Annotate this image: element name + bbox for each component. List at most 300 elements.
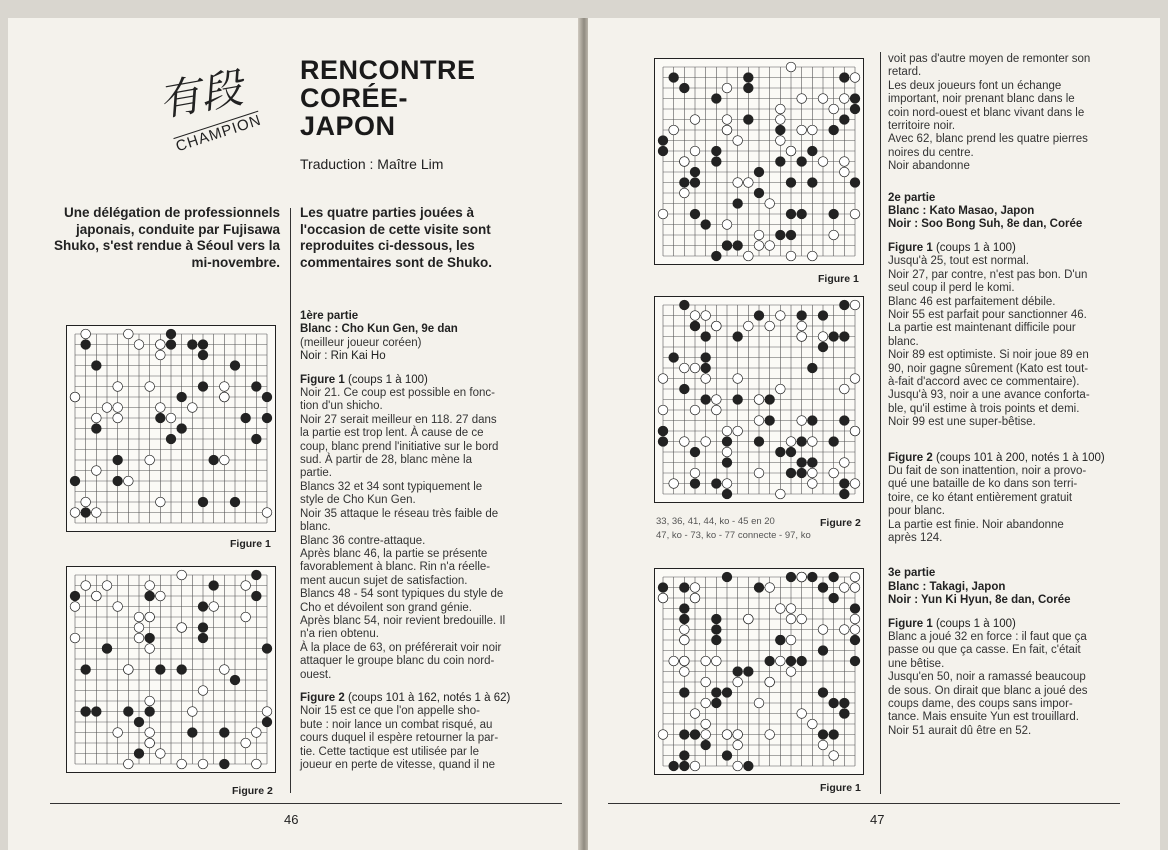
white-stone [690,115,700,125]
black-stone [765,656,775,666]
text-line: Noir 21. Ce coup est possible en fonc- [300,387,495,400]
black-stone [690,209,700,219]
figure-heading [300,374,528,387]
white-stone [92,508,102,518]
footer-rule [608,803,1120,804]
black-stone [850,656,860,666]
figure-caption: Figure 1 [818,273,859,285]
white-stone [850,426,860,436]
text-line: À la place de 63, on préférerait voir noir [300,641,502,654]
black-stone [808,416,818,426]
black-stone [712,614,722,624]
black-stone [262,644,272,654]
black-stone [829,437,839,447]
black-stone [166,340,176,350]
text-line: ouest. [300,668,332,681]
black-stone [712,251,722,261]
white-stone [156,403,166,413]
white-stone [690,405,700,415]
white-stone [754,468,764,478]
text-line: noires du centre. [888,146,974,159]
white-stone [722,426,732,436]
white-stone [241,581,251,591]
black-stone [722,688,732,698]
white-stone [744,614,754,624]
black-stone [198,623,208,633]
white-stone [797,332,807,342]
black-stone [220,728,230,738]
black-stone [690,178,700,188]
black-stone [262,717,272,727]
white-stone [776,136,786,146]
text-line: Noir 51 aurait dû être en 52. [888,724,1032,737]
black-stone [658,437,668,447]
white-stone [262,707,272,717]
black-stone [669,761,679,771]
white-stone [92,413,102,423]
black-stone [797,468,807,478]
black-stone [776,635,786,645]
white-stone [722,115,732,125]
white-stone [722,479,732,489]
white-stone [818,625,828,635]
white-stone [701,698,711,708]
black-stone [262,392,272,402]
white-stone [808,437,818,447]
text-line: La partie est finie. Noir abandonne [888,518,1064,531]
white-stone [733,374,743,384]
white-stone [220,665,230,675]
text-line: Blancs 32 et 34 sont typiquement le [300,480,483,493]
black-stone [230,361,240,371]
white-stone [733,426,743,436]
white-stone [145,644,155,654]
black-stone [776,125,786,135]
text-line: retard. [888,66,922,79]
white-stone [765,241,775,251]
text-line: Cho et dévoilent son grand génie. [300,601,472,614]
white-stone [850,374,860,384]
white-player: Blanc : Cho Kun Gen, 9e dan [300,323,458,336]
page-number-right: 47 [870,812,885,827]
black-stone [70,591,80,601]
text-line: partie. [300,467,332,480]
black-stone [81,340,91,350]
text-line: coin nord-ouest et blanc vivant dans le [888,106,1085,119]
black-stone [198,350,208,360]
title-line: JAPON [300,111,396,141]
black-stone [241,413,251,423]
black-stone [658,146,668,156]
black-stone [198,382,208,392]
black-stone [188,340,198,350]
white-stone [658,374,668,384]
text-line: blanc. [888,335,919,348]
white-stone [850,209,860,219]
white-stone [840,458,850,468]
text-line: Jusqu'en 50, noir a ramassé beaucoup [888,671,1086,684]
white-stone [188,403,198,413]
black-stone [712,635,722,645]
white-stone [776,104,786,114]
game-heading: 3e partie [888,567,936,580]
black-stone [690,447,700,457]
figure-caption: Figure 1 [820,782,861,794]
white-stone [840,167,850,177]
black-stone [776,230,786,240]
black-stone [797,157,807,167]
black-player: Noir : Rin Kai Ho [300,350,386,363]
black-stone [712,688,722,698]
black-stone [840,416,850,426]
text-line: Noir 55 est parfait pour sanctionner 46. [888,308,1087,321]
white-stone [680,363,690,373]
white-stone [797,125,807,135]
black-stone [840,332,850,342]
black-stone [669,73,679,83]
black-stone [829,332,839,342]
black-stone [786,447,796,457]
white-stone [701,311,711,321]
black-stone [252,382,262,392]
black-stone [712,146,722,156]
right-article-column [888,53,1120,738]
black-stone [840,479,850,489]
white-stone [690,146,700,156]
white-stone [145,455,155,465]
white-stone [156,350,166,360]
black-stone [166,434,176,444]
white-stone [241,738,251,748]
figure-notes [656,515,811,543]
black-stone [818,646,828,656]
black-stone [252,591,262,601]
figure-heading [888,618,1120,631]
white-stone [124,759,134,769]
black-stone [701,395,711,405]
text-line: Blanc 36 contre-attaque. [300,534,426,547]
white-stone [220,382,230,392]
black-stone [840,709,850,719]
black-stone [658,426,668,436]
text-line: territoire noir. [888,120,956,133]
text-line: Blanc 46 est parfaitement débile. [888,295,1056,308]
white-stone [156,591,166,601]
text-line: Noir 15 est ce que l'on appelle sho- [300,705,480,718]
figure-caption: Figure 1 [230,538,271,550]
black-player: Noir : Yun Ki Hyun, 8e dan, Corée [888,594,1071,607]
text-line: important, noir prenant blanc dans le [888,93,1075,106]
text-line: Noir 27 serait meilleur en 118. 27 dans [300,413,497,426]
white-stone [733,740,743,750]
text-line: cours duquel il espère retourner la par- [300,732,499,745]
black-stone [209,455,219,465]
black-stone [808,178,818,188]
white-stone [754,395,764,405]
black-stone [744,73,754,83]
black-stone [808,363,818,373]
black-stone [829,593,839,603]
white-stone [733,730,743,740]
go-board-right-fig3 [654,568,864,775]
black-stone [776,157,786,167]
text-line: la partie est trop lent. À cause de ce [300,427,484,440]
black-stone [744,83,754,93]
white-stone [680,437,690,447]
white-stone [669,656,679,666]
black-stone [690,321,700,331]
text-line: tie. Cette tactique est utilisée par le [300,745,479,758]
black-stone [701,332,711,342]
text-line: tion d'un shicho. [300,400,383,413]
white-stone [177,623,187,633]
black-stone [754,583,764,593]
black-stone [754,167,764,177]
black-stone [733,199,743,209]
text-line: La partie est maintenant difficile pour [888,322,1076,335]
white-stone [241,612,251,622]
white-stone [220,392,230,402]
black-stone [145,633,155,643]
black-stone [722,437,732,447]
black-stone [134,749,144,759]
white-stone [829,468,839,478]
white-stone [145,728,155,738]
footer-rule [50,803,562,804]
figure-label: Figure 1 [888,617,933,630]
white-stone [712,656,722,666]
white-stone [722,730,732,740]
figure-label: Figure 1 [888,241,933,254]
white-stone [754,241,764,251]
white-stone [840,583,850,593]
text-line: Noir 99 est une super-bêtise. [888,416,1036,429]
text-line: attaquer le groupe blanc du coin nord- [300,655,495,668]
black-stone [850,178,860,188]
white-stone [850,572,860,582]
white-stone [680,188,690,198]
text-line: sud. À partir de 28, blanc mène la [300,454,472,467]
white-stone [850,73,860,83]
white-stone [808,251,818,261]
figure-caption: Figure 2 [820,517,861,529]
white-stone [786,604,796,614]
black-stone [262,413,272,423]
black-stone [797,311,807,321]
black-stone [712,625,722,635]
black-stone [722,241,732,251]
column-divider [880,52,881,794]
white-stone [70,392,80,402]
text-line: Après blanc 46, la partie se présente [300,547,488,560]
white-stone [145,581,155,591]
white-stone [765,730,775,740]
text-line: une bêtise. [888,657,945,670]
white-stone [70,602,80,612]
text-line: Noir 89 est optimiste. Si noir joue 89 en [888,349,1089,362]
black-stone [850,94,860,104]
black-stone [722,458,732,468]
white-stone [840,384,850,394]
figure-range: (coups 1 à 100) [935,241,1016,254]
white-stone [113,382,123,392]
white-stone [156,340,166,350]
text-line: coup, blanc prend l'initiative sur le bord [300,440,499,453]
white-stone [701,374,711,384]
black-stone [680,688,690,698]
white-stone [786,62,796,72]
white-stone [733,136,743,146]
text-line: Blancs 48 - 54 sont typiques du style de [300,588,504,601]
black-stone [797,209,807,219]
figure-note-line: 33, 36, 41, 44, ko - 45 en 20 [656,516,775,527]
text-line: Noir 35 attaque le réseau très faible de [300,507,499,520]
white-stone [252,759,262,769]
text-line: voit pas d'autre moyen de remonter son [888,53,1091,65]
figure-heading [300,692,528,705]
white-stone [145,738,155,748]
black-stone [712,698,722,708]
white-stone [113,728,123,738]
white-stone [733,761,743,771]
white-player: Blanc : Takagi, Japon [888,580,1006,593]
black-stone [92,361,102,371]
page-number-left: 46 [284,812,299,827]
black-stone [680,604,690,614]
white-stone [722,447,732,457]
black-stone [850,604,860,614]
title-line: CORÉE- [300,83,409,113]
white-stone [754,416,764,426]
white-stone [776,604,786,614]
text-line: bute : noir lance un combat risqué, au [300,718,493,731]
figure-heading [888,452,1120,465]
black-stone [840,489,850,499]
black-stone [177,392,187,402]
white-stone [829,230,839,240]
black-stone [840,115,850,125]
black-stone [198,497,208,507]
white-stone [754,698,764,708]
white-stone [776,384,786,394]
white-stone [145,382,155,392]
white-stone [680,667,690,677]
white-stone [744,178,754,188]
black-stone [124,707,134,717]
black-stone [850,635,860,645]
white-stone [134,623,144,633]
white-stone [840,94,850,104]
black-stone [680,730,690,740]
figure-range: (coups 101 à 200, notés 1 à 100) [935,451,1105,464]
white-stone [690,709,700,719]
white-stone [92,591,102,601]
text-line: de sous. On dirait que blanc a joué des [888,684,1088,697]
white-stone [81,581,91,591]
text-line: qué une bataille de ko dans son terri- [888,478,1078,491]
white-stone [92,466,102,476]
black-stone [786,230,796,240]
white-stone [113,403,123,413]
article-title [300,56,476,140]
white-stone [722,83,732,93]
black-stone [701,363,711,373]
black-stone [722,489,732,499]
black-stone [680,614,690,624]
black-stone [680,83,690,93]
text-line: Jusqu'à 93, noir a une avance conforta- [888,389,1090,402]
white-stone [166,413,176,423]
text-line: à-fait d'accord avec ce commentaire). [888,375,1080,388]
white-stone [669,479,679,489]
white-stone [124,476,134,486]
white-stone [829,104,839,114]
white-stone [680,656,690,666]
text-line: Après blanc 54, noir revient bredouille. Il [300,614,506,627]
white-stone [690,593,700,603]
intro-left: Une délégation de professionnels japonais, conduite par Fujisawa Shuko, s'est rendue à Séoul vers la mi-novembre. [53,205,280,270]
white-stone [765,199,775,209]
white-stone [680,635,690,645]
black-stone [818,583,828,593]
black-stone [81,665,91,675]
white-stone [818,740,828,750]
white-stone [850,614,860,624]
black-stone [786,178,796,188]
white-stone [818,157,828,167]
black-stone [765,416,775,426]
white-stone [134,633,144,643]
black-stone [712,479,722,489]
black-stone [754,188,764,198]
white-stone [829,751,839,761]
white-stone [765,583,775,593]
white-stone [70,633,80,643]
white-stone [850,625,860,635]
text-line: 90, noir gagne sûrement (Kato est tout- [888,362,1089,375]
go-board-right-fig1 [654,58,864,265]
text-line: n'a rien obtenu. [300,628,379,641]
title-line: RENCONTRE [300,55,476,85]
white-stone [733,178,743,188]
text-line: Du fait de son inattention, noir a provo- [888,464,1087,477]
black-stone [658,583,668,593]
white-stone [744,321,754,331]
black-stone [840,300,850,310]
text-line: passe ou que ça casse. En fait, c'était [888,644,1081,657]
white-stone [808,479,818,489]
text-line: Noir abandonne [888,160,970,173]
go-board-right-fig2 [654,296,864,503]
white-stone [209,602,219,612]
white-stone [797,614,807,624]
black-stone [177,424,187,434]
white-stone [744,251,754,261]
white-stone [701,719,711,729]
black-stone [92,424,102,434]
black-stone [188,728,198,738]
black-stone [145,707,155,717]
white-stone [70,508,80,518]
white-stone [733,677,743,687]
black-stone [102,644,112,654]
column-divider [290,208,291,793]
white-stone [786,667,796,677]
black-stone [220,759,230,769]
text-line: toire, ce ko étant entièrement gratuit [888,491,1073,504]
white-stone [680,157,690,167]
logo-champion-label: CHAMPION [173,111,264,156]
